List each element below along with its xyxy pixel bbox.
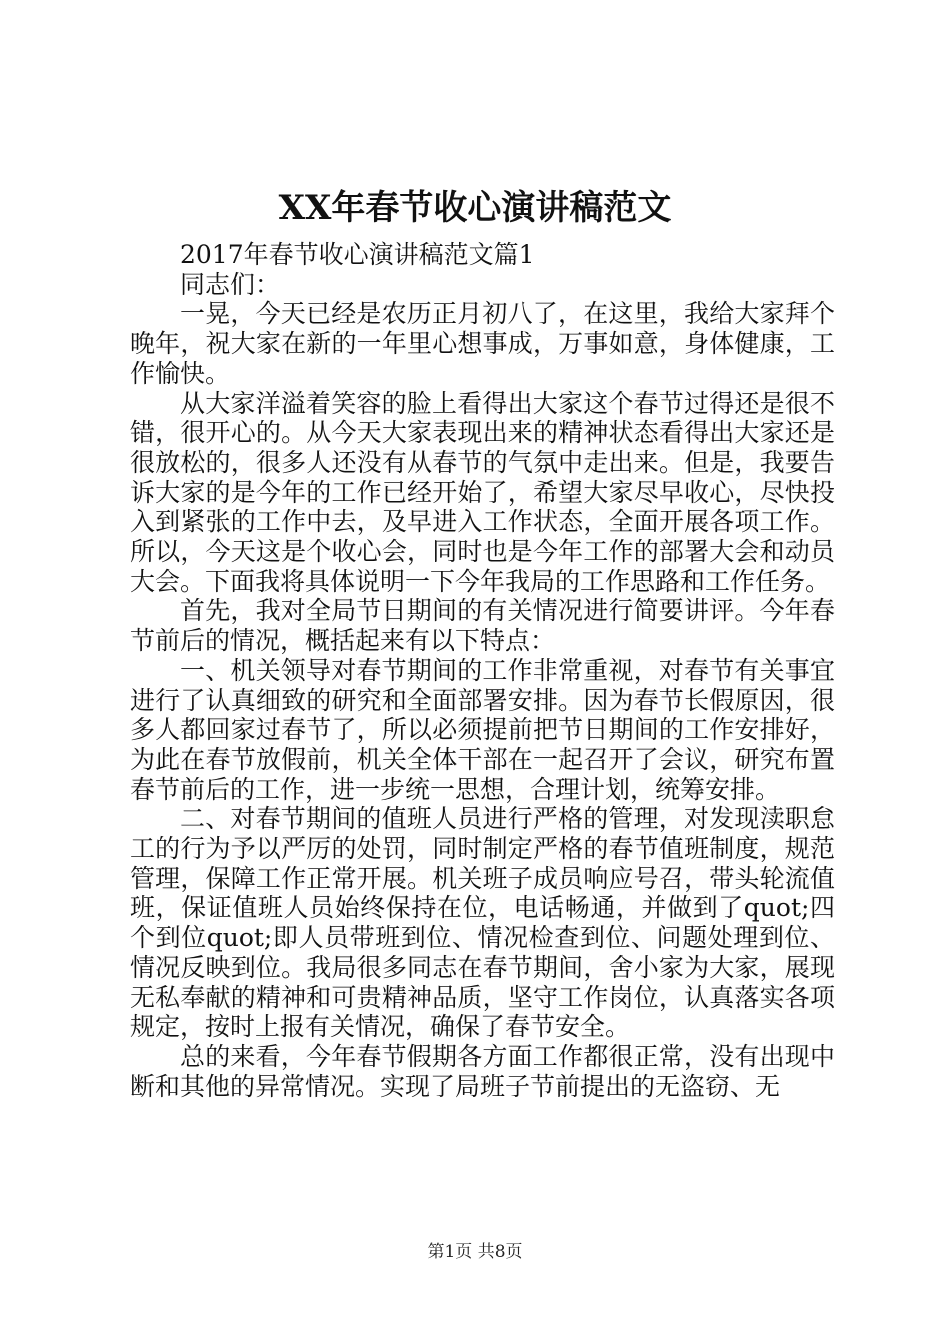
section-heading: 2017年春节收心演讲稿范文篇1 [180, 240, 535, 269]
body-paragraph: 二、对春节期间的值班人员进行严格的管理，对发现渎职怠工的行为予以严厉的处罚，同时制定严格的春节值班制度，规范管理，保障工作正常开展。机关班子成员响应号召，带头轮流值班，保证值班人员始终保持在位，电话畅通，并做到了quot;四个到位quot;即人员带班到位、情况检查到位、问题处理到位、情况反映到位。我局很多同志在春节期间，舍小家为大家，展现无私奉献的精神和可贵精神品质，坚守工作岗位，认真落实各项规定，按时上报有关情况，确保了春节安全。 [130, 804, 835, 1042]
body-paragraph: 首先，我对全局节日期间的有关情况进行简要讲评。今年春节前后的情况，概括起来有以下特点： [130, 596, 835, 656]
body-paragraph: 一晃，今天已经是农历正月初八了，在这里，我给大家拜个晚年，祝大家在新的一年里心想事成，万事如意，身体健康，工作愉快。 [130, 299, 835, 388]
body-paragraph: 总的来看，今年春节假期各方面工作都很正常，没有出现中断和其他的异常情况。实现了局班子节前提出的无盗窃、无 [130, 1041, 835, 1101]
page-number-footer: 第1页 共8页 [427, 1242, 523, 1262]
document-body [130, 240, 835, 1101]
body-paragraph: 一、机关领导对春节期间的工作非常重视，对春节有关事宜进行了认真细致的研究和全面部署安排。因为春节长假原因，很多人都回家过春节了，所以必须提前把节日期间的工作安排好，为此在春节放假前，机关全体干部在一起召开了会议，研究布置春节前后的工作，进一步统一思想，合理计划，统筹安排。 [130, 655, 835, 804]
document-title: XX年春节收心演讲稿范文 [278, 188, 672, 228]
body-paragraph: 从大家洋溢着笑容的脸上看得出大家这个春节过得还是很不错，很开心的。从今天大家表现出来的精神状态看得出大家还是很放松的，很多人还没有从春节的气氛中走出来。但是，我要告诉大家的是今年的工作已经开始了，希望大家尽早收心，尽快投入到紧张的工作中去，及早进入工作状态，全面开展各项工作。所以，今天这是个收心会，同时也是今年工作的部署大会和动员大会。下面我将具体说明一下今年我局的工作思路和工作任务。 [130, 388, 835, 596]
salutation: 同志们： [180, 269, 281, 299]
